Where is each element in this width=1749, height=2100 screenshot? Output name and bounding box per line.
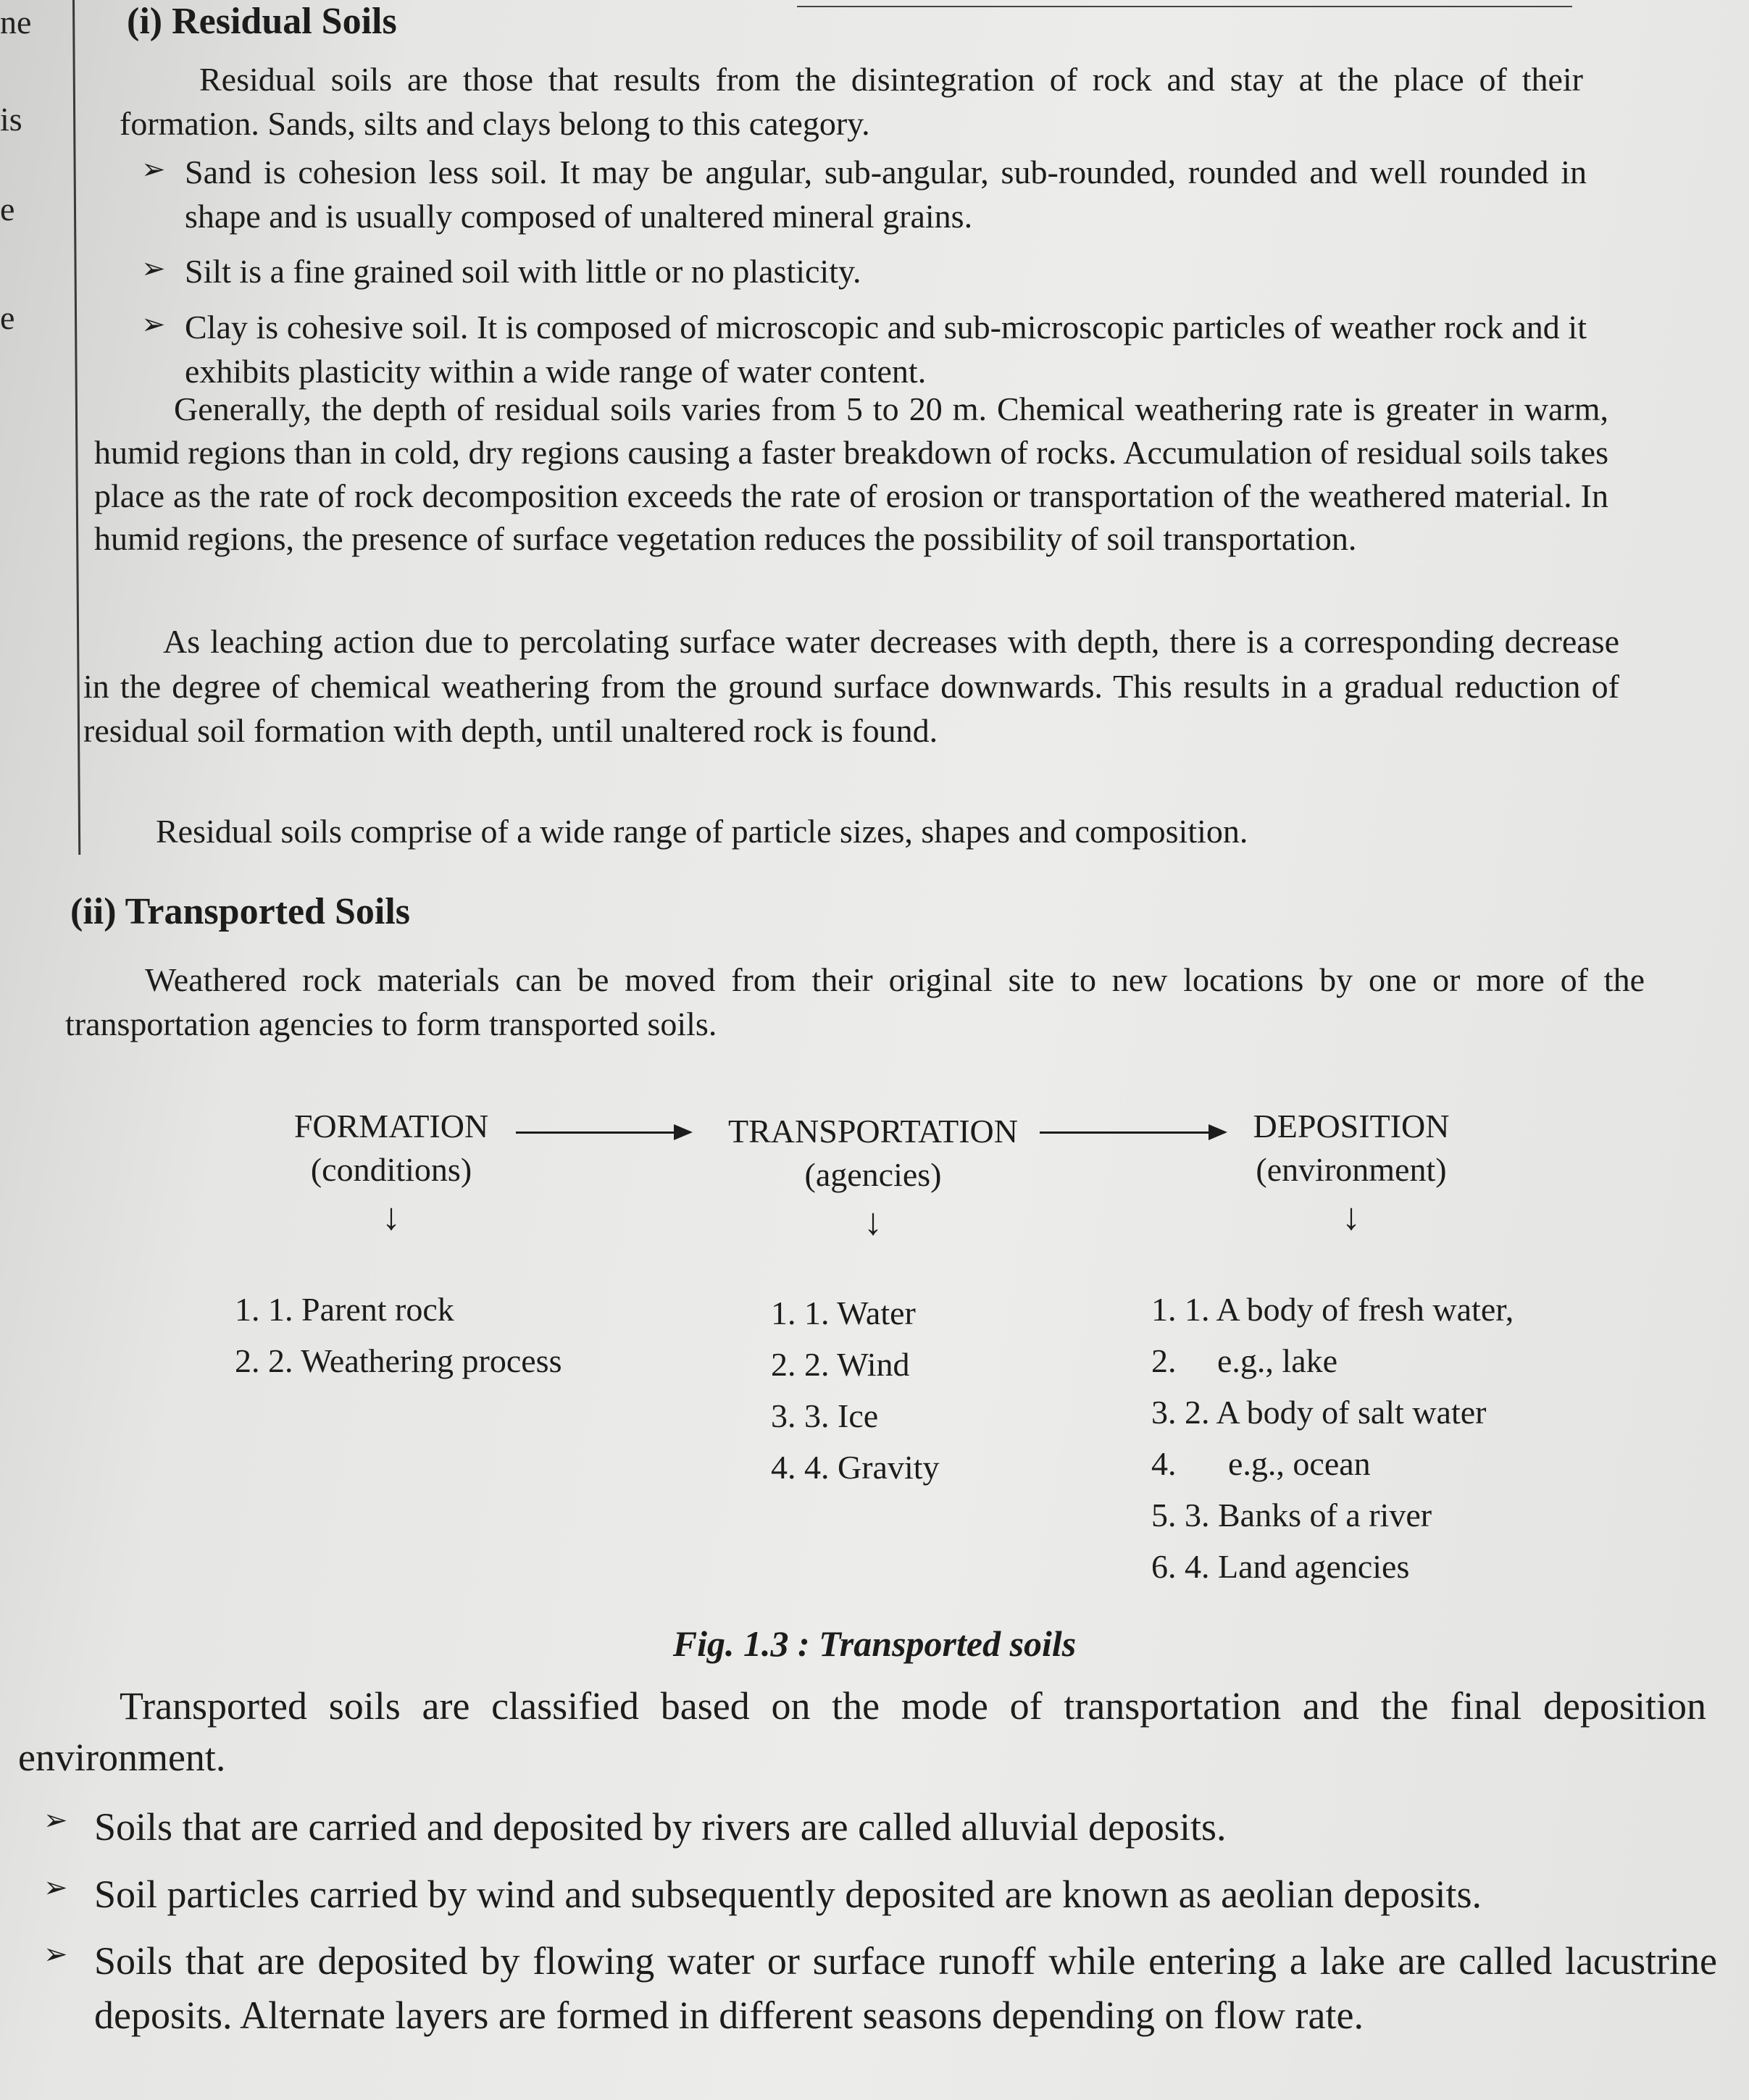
- deposition-item: 1. 1. A body of fresh water,: [1185, 1290, 1590, 1329]
- transported-intro: Weathered rock materials can be moved from their original site to new locations by one or more of the transportation agencies to form transported soils.: [65, 961, 1645, 1042]
- down-arrow-icon: ↓: [382, 1196, 401, 1238]
- formation-item: 2. 2. Weathering process: [268, 1342, 674, 1380]
- residual-bullets: [141, 151, 1587, 406]
- deposition-item: 6. 4. Land agencies: [1185, 1547, 1590, 1586]
- formation-subtitle: (conditions): [310, 1150, 472, 1188]
- transportation-title: TRANSPORTATION: [728, 1113, 1018, 1150]
- para-classified: Transported soils are classified based on the mode of transportation and the final deposition environment.: [18, 1684, 1706, 1780]
- para-range: Residual soils comprise of a wide range of particle sizes, shapes and composition.: [156, 813, 1248, 850]
- bullet-text: Soils that are carried and deposited by rivers are called alluvial deposits.: [94, 1805, 1227, 1849]
- bullet-silt: [141, 250, 1587, 294]
- transportation-subtitle: (agencies): [804, 1155, 942, 1193]
- section-heading-transported: (ii) Transported Soils: [70, 891, 411, 932]
- transportation-item: 1. 1. Water: [804, 1294, 1080, 1332]
- margin-fragment: ne: [0, 4, 32, 41]
- down-arrow-icon: ↓: [864, 1201, 882, 1243]
- transportation-column: [706, 1110, 1040, 1271]
- transportation-item: 3. 3. Ice: [804, 1397, 1080, 1435]
- para-leaching: As leaching action due to percolating surface water decreases with depth, there is a corresponding decrease in the degree of chemical weathering from the ground surface downwards. This results in a gradual reduction of residual soil formation with depth, until unaltered rock is found.: [83, 623, 1619, 750]
- deposition-subtitle: (environment): [1256, 1150, 1447, 1188]
- deposition-column: [1232, 1105, 1471, 1266]
- residual-intro: Residual soils are those that results from the disintegration of rock and stay at the place of their formation. Sands, silts and clays belong to this category.: [120, 61, 1583, 142]
- bullet-lacustrine: [43, 1934, 1717, 2042]
- bullet-text: Sand is cohesion less soil. It may be angular, sub-angular, sub-rounded, rounded and well rounded in shape and is usually composed of unaltered mineral grains.: [185, 154, 1587, 235]
- bullet-sand: [141, 151, 1587, 238]
- deposition-title: DEPOSITION: [1253, 1108, 1450, 1145]
- bullet-arrow-icon: ➢: [43, 1938, 68, 1971]
- formation-title: FORMATION: [293, 1108, 489, 1145]
- bullet-arrow-icon: ➢: [141, 153, 166, 185]
- bullet-clay: [141, 306, 1587, 393]
- formation-item: 1. 1. Parent rock: [268, 1290, 674, 1329]
- transportation-item: 4. 4. Gravity: [804, 1448, 1080, 1486]
- margin-rule: [72, 0, 80, 855]
- para-depth: Generally, the depth of residual soils varies from 5 to 20 m. Chemical weathering rate is greater in warm, humid regions than in cold, dry regions causing a faster breakdown of rocks. Accumulation of residual soils takes place as the rate of rock decomposition exceeds the rate of erosion or transportation of the weathered material. In humid regions, the presence of surface vegetation reduces the possibility of soil transportation.: [94, 390, 1608, 558]
- bullet-arrow-icon: ➢: [141, 308, 166, 341]
- down-arrow-icon: ↓: [1342, 1196, 1361, 1238]
- bullet-arrow-icon: ➢: [43, 1804, 68, 1836]
- margin-fragment: is: [0, 101, 22, 138]
- margin-fragment: e: [0, 191, 15, 227]
- bullet-arrow-icon: ➢: [141, 252, 166, 285]
- bullet-text: Soil particles carried by wind and subsequently deposited are known as aeolian deposits.: [94, 1872, 1482, 1916]
- bullet-text: Silt is a fine grained soil with little or no plasticity.: [185, 253, 861, 290]
- figure-caption: Fig. 1.3 : Transported soils: [672, 1623, 1077, 1664]
- margin-fragment: e: [0, 299, 15, 336]
- deposition-item: 2. e.g., lake: [1185, 1342, 1590, 1380]
- deposition-list: [1156, 1290, 1590, 1599]
- bullet-arrow-icon: ➢: [43, 1870, 68, 1904]
- header-rule: [797, 6, 1572, 7]
- flow-arrow-icon: [516, 1131, 690, 1134]
- bullet-alluvial: [43, 1800, 1717, 1854]
- transported-bullets: [43, 1800, 1717, 2054]
- transportation-list: [775, 1294, 1080, 1499]
- bullet-aeolian: [43, 1867, 1717, 1922]
- formation-column: [239, 1105, 543, 1266]
- deposition-item: 3. 2. A body of salt water: [1185, 1393, 1590, 1431]
- bullet-text: Soils that are deposited by flowing water or surface runoff while entering a lake are called lacustrine deposits. Alternate layers are formed in different seasons depending on flow rate.: [94, 1939, 1717, 2037]
- deposition-item: 4. e.g., ocean: [1185, 1444, 1590, 1483]
- section-heading-residual: (i) Residual Soils: [127, 1, 397, 42]
- bullet-text: Clay is cohesive soil. It is composed of microscopic and sub-microscopic particles of weather rock and it exhibits plasticity within a wide range of water content.: [185, 309, 1587, 390]
- flow-arrow-icon: [1040, 1131, 1224, 1134]
- deposition-item: 5. 3. Banks of a river: [1185, 1496, 1590, 1534]
- transportation-item: 2. 2. Wind: [804, 1345, 1080, 1384]
- formation-list: [239, 1290, 674, 1393]
